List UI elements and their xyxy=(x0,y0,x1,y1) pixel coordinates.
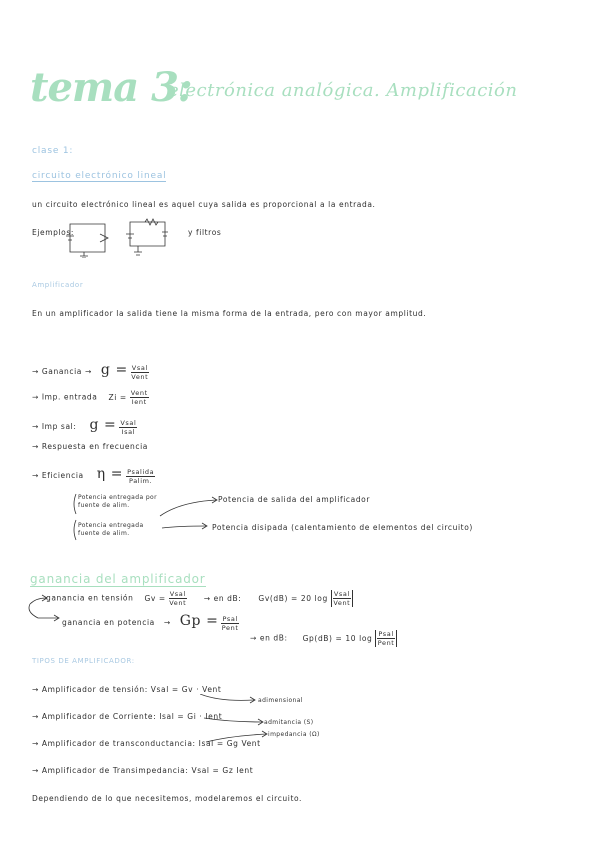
ganancia-potencia-var: Gp = xyxy=(179,613,219,629)
prop-eficiencia-frac xyxy=(126,468,155,485)
frac-num: Vent xyxy=(130,389,148,397)
ganancia-tension-db-frac xyxy=(331,590,353,607)
prop-imp-entrada xyxy=(32,389,149,406)
prop-eficiencia-var: η = xyxy=(96,466,124,482)
ganancia-tension-var: Gv = xyxy=(144,593,166,603)
frac-num: Vsal xyxy=(333,590,350,598)
clase-label: clase 1: xyxy=(32,146,74,156)
tipo-corriente: → Amplificador de Corriente: Isal = Gi · Ient xyxy=(32,712,223,721)
frac-den: Palim. xyxy=(129,476,153,485)
ganancia-tension-row xyxy=(46,590,353,607)
tipo-transconductancia: → Amplificador de transconductancia: Isal = Gg Vent xyxy=(32,739,261,748)
frac-num: Vsal xyxy=(131,363,148,372)
ganancia-tension-db: Gv(dB) = 20 log xyxy=(258,593,328,603)
frac-num: Psalida xyxy=(127,467,155,476)
frac-num: Vsal xyxy=(169,590,186,598)
closing-text: Dependiendo de lo que necesitemos, modelaremos el circuito. xyxy=(32,794,303,803)
frac-num: Psal xyxy=(378,630,394,638)
tipos-heading: TIPOS DE AMPLIFICADOR: xyxy=(32,657,135,665)
amplificador-text: En un amplificador la salida tiene la misma forma de la entrada, pero con mayor amplitud. xyxy=(32,309,427,318)
ganancia-potencia-db-label: → en dB: xyxy=(250,633,288,643)
ganancia-heading: ganancia del amplificador xyxy=(30,572,206,586)
power-salida: Potencia de salida del amplificador xyxy=(218,495,371,504)
ganancia-potencia-db: Gp(dB) = 10 log xyxy=(302,633,373,643)
note-admitancia: admitancia (S) xyxy=(264,719,314,726)
frac-num: Psal xyxy=(222,614,238,623)
prop-ganancia-label: → Ganancia → xyxy=(32,367,92,376)
frac-num: Vsal xyxy=(120,418,137,427)
frac-den: Pent xyxy=(377,639,395,647)
frac-den: Vent xyxy=(169,599,187,607)
frac-den: Vent xyxy=(333,599,351,607)
ganancia-tension-db-label: → en dB: xyxy=(203,593,242,603)
tipo-tension: → Amplificador de tensión: Vsal = Gv · Vent xyxy=(32,685,222,694)
prop-ganancia-frac xyxy=(131,364,149,381)
frac-den: Ient xyxy=(131,398,147,406)
prop-imp-sal xyxy=(32,417,137,436)
frac-den: Isal xyxy=(121,427,136,436)
prop-respuesta: → Respuesta en frecuencia xyxy=(32,442,148,451)
circuit-examples-diagram xyxy=(60,214,170,258)
power-fuente: Potencia entregada por fuente de alim. xyxy=(78,494,157,509)
ganancia-potencia-db-row xyxy=(250,630,397,647)
prop-imp-entrada-var: Zi = xyxy=(108,392,127,402)
note-impedancia: impedancia (Ω) xyxy=(268,731,320,738)
power-entregada: Potencia entregada fuente de alim. xyxy=(78,522,144,537)
tipo-transimpedancia: → Amplificador de Transimpedancia: Vsal = Gz Ient xyxy=(32,766,254,775)
tipos-arrows xyxy=(200,694,272,744)
ganancia-potencia-label: ganancia en potencia xyxy=(62,618,155,627)
page-subtitle: electrónica analógica. Amplificación xyxy=(168,80,518,101)
power-disipada: Potencia disipada (calentamiento de elementos del circuito) xyxy=(212,523,473,532)
prop-imp-entrada-label: → Imp. entrada xyxy=(32,392,98,402)
prop-eficiencia xyxy=(32,466,155,485)
prop-imp-sal-frac xyxy=(119,419,137,436)
ganancia-tension-label: ganancia en tensión xyxy=(46,593,134,603)
prop-imp-sal-label: → Imp sal: xyxy=(32,422,77,431)
prop-eficiencia-label: → Eficiencia xyxy=(32,471,84,480)
definition-text: un circuito electrónico lineal es aquel cuya salida es proporcional a la entrada. xyxy=(32,200,376,209)
page-title: tema 3: xyxy=(30,64,192,111)
ejemplos-label: Ejemplos: xyxy=(32,228,75,237)
ganancia-tension-frac xyxy=(169,590,187,607)
ganancia-potencia-frac xyxy=(221,615,238,632)
frac-den: Vent xyxy=(131,372,149,381)
amplificador-heading: Amplificador xyxy=(32,281,84,289)
ganancia-potencia-row: ganancia en potencia → Gp = $\frac{\text{Psal}}{\text{Pent}}$ xyxy=(62,613,239,632)
prop-ganancia-var: g = xyxy=(100,362,128,378)
prop-imp-sal-var: g = xyxy=(89,417,117,433)
ganancia-potencia-db-frac xyxy=(375,630,396,647)
ejemplos-tail: y filtros xyxy=(188,228,222,237)
circuito-heading: circuito electrónico lineal xyxy=(32,171,167,181)
frac-den: Pent xyxy=(221,623,239,632)
prop-imp-entrada-frac xyxy=(130,389,149,406)
note-adimensional: adimensional xyxy=(258,697,303,704)
prop-ganancia xyxy=(32,362,149,381)
power-arrows xyxy=(70,490,230,546)
